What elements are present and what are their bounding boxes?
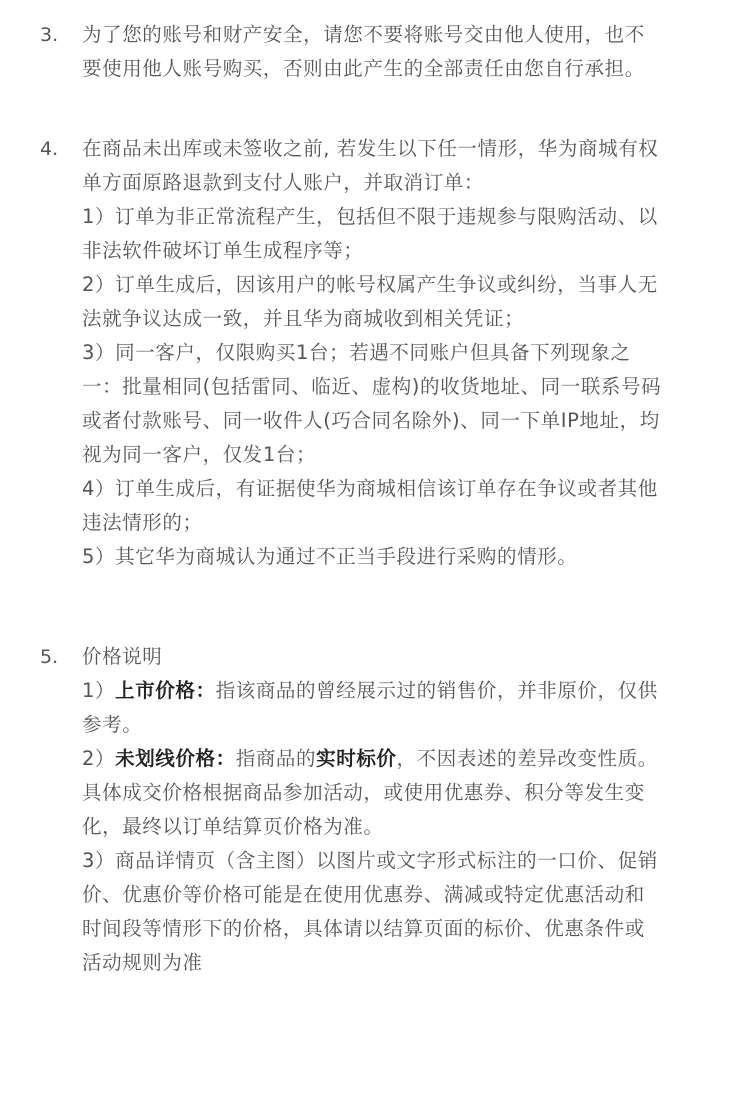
clause-number: 3. bbox=[40, 24, 59, 46]
price-note-2 bbox=[82, 742, 722, 776]
bold-term: 实时标价 bbox=[316, 747, 397, 770]
text-line: 化，最终以订单结算页价格为准。 bbox=[82, 815, 384, 838]
text-line: 视为同一客户，仅发1台； bbox=[82, 443, 317, 466]
text-line: 时间段等情形下的价格，具体请以结算页面的标价、优惠条件或 bbox=[82, 917, 645, 940]
text-line: 法就争议达成一致，并且华为商城收到相关凭证； bbox=[82, 307, 525, 330]
text-line: 3）商品详情页（含主图）以图片或文字形式标注的一口价、促销 bbox=[82, 849, 658, 872]
text-line: 要使用他人账号购买，否则由此产生的全部责任由您自行承担。 bbox=[82, 57, 645, 80]
clause-content bbox=[82, 132, 722, 574]
clause-number: 4. bbox=[40, 138, 59, 160]
note-prefix: 1） bbox=[82, 679, 116, 702]
bold-term: 未划线价格： bbox=[115, 747, 236, 770]
clause-content bbox=[82, 640, 722, 980]
text-line: 参考。 bbox=[82, 713, 143, 736]
text-line: 价、优惠价等价格可能是在使用优惠券、满减或特定优惠活动和 bbox=[82, 883, 645, 906]
text-line: 5）其它华为商城认为通过不正当手段进行采购的情形。 bbox=[82, 545, 578, 568]
text-line: 或者付款账号、同一收件人(巧合同名除外)、同一下单IP地址，均 bbox=[82, 409, 660, 432]
price-note-1 bbox=[82, 674, 722, 708]
note-text: 指该商品的曾经展示过的销售价，并非原价，仅供 bbox=[215, 679, 658, 702]
text-line: 违法情形的； bbox=[82, 511, 203, 534]
text-line: 活动规则为准 bbox=[82, 951, 203, 974]
text-line: 单方面原路退款到支付人账户，并取消订单： bbox=[82, 171, 485, 194]
clause-content bbox=[82, 18, 722, 86]
text-line: 3）同一客户，仅限购买1台；若遇不同账户但具备下列现象之 bbox=[82, 341, 631, 364]
section-title: 价格说明 bbox=[82, 645, 163, 668]
text-line: 一：批量相同(包括雷同、临近、虚构)的收货地址、同一联系号码 bbox=[82, 375, 662, 398]
text-line: 在商品未出库或未签收之前, 若发生以下任一情形，华为商城有权 bbox=[82, 137, 659, 160]
bold-term: 上市价格： bbox=[115, 679, 216, 702]
text-line: 1）订单为非正常流程产生，包括但不限于违规参与限购活动、以 bbox=[82, 205, 658, 228]
note-text: 指商品的 bbox=[235, 747, 317, 770]
text-line: 4）订单生成后，有证据使华为商城相信该订单存在争议或者其他 bbox=[82, 477, 658, 500]
text-line: 具体成交价格根据商品参加活动，或使用优惠券、积分等发生变 bbox=[82, 781, 645, 804]
text-line: 为了您的账号和财产安全，请您不要将账号交由他人使用，也不 bbox=[82, 23, 645, 46]
clause-number: 5. bbox=[40, 646, 59, 668]
text-line: 非法软件破坏订单生成程序等； bbox=[82, 239, 364, 262]
text-line: 2）订单生成后，因该用户的帐号权属产生争议或纠纷，当事人无 bbox=[82, 273, 658, 296]
note-text: ，不因表述的差异改变性质。 bbox=[396, 747, 658, 770]
note-prefix: 2） bbox=[82, 747, 116, 770]
